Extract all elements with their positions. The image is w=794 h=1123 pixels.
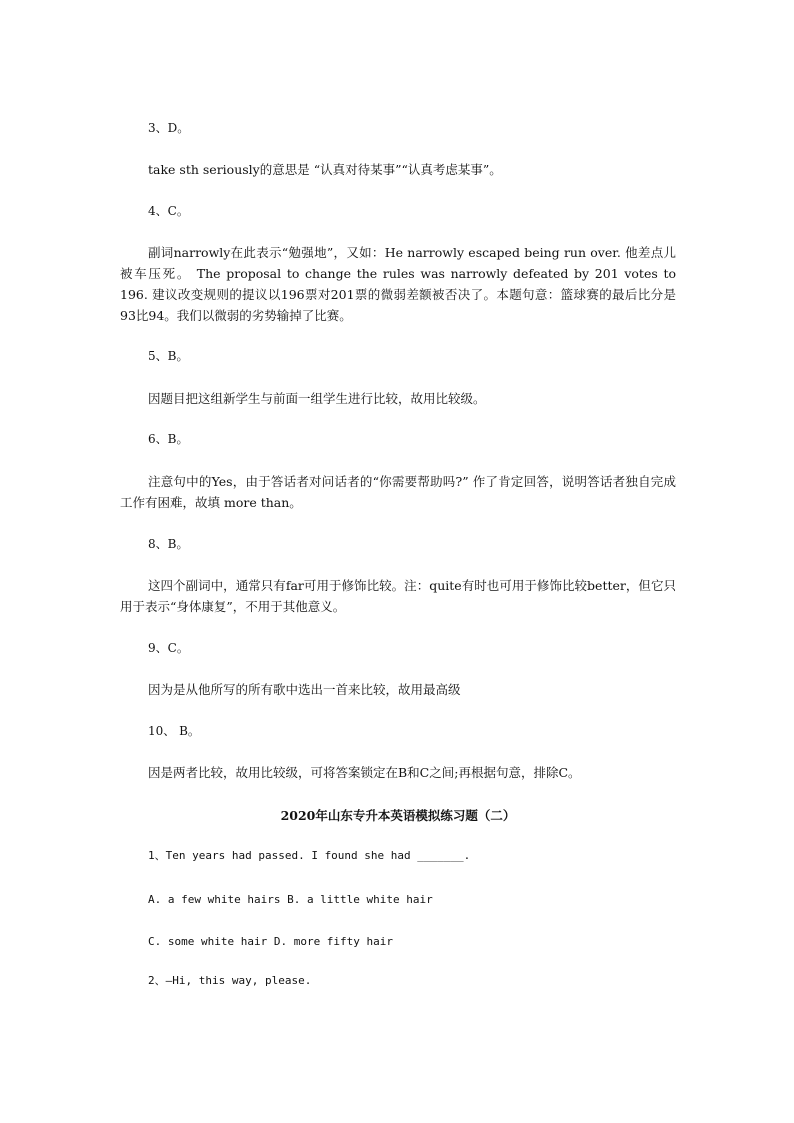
explanation-9: 因为是从他所写的所有歌中选出一首来比较，故用最高级 [148,682,461,697]
question-1-options-cd: C. some white hair D. more fifty hair [148,935,394,948]
section-title: 2020年山东专升本英语模拟练习题（二） [280,808,516,823]
explanation-4: 副词narrowly在此表示“勉强地”，又如：He narrowly escaped being run over. 他差点儿被车压死。 The proposal to change the rules was narrowly defeated by 201 votes to 196. 建议改变规则的提议以196票对201票的微弱差额被否决了。本题句意：篮球赛的最后比分是93比94。我们以微弱的劣势输掉了比赛。 [120,245,676,323]
explanation-8: 这四个副词中，通常只有far可用于修饰比较。注：quite有时也可用于修饰比较better，但它只用于表示“身体康复”，不用于其他意义。 [120,578,676,614]
answer-9: 9、C。 [148,641,189,655]
question-2: 2、—Hi, this way, please. [148,974,312,987]
explanation-5: 因题目把这组新学生与前面一组学生进行比较，故用比较级。 [148,391,486,406]
answer-10: 10、 B。 [148,724,200,738]
answer-8: 8、B。 [148,537,189,551]
explanation-3: take sth seriously的意思是 “认真对待某事”“认真考虑某事”。 [148,162,502,177]
answer-6: 6、B。 [148,432,189,446]
explanation-10: 因是两者比较，故用比较级，可将答案锁定在B和C之间;再根据句意，排除C。 [148,765,581,780]
question-1-options-ab: A. a few white hairs B. a little white hair [148,893,433,906]
answer-3: 3、D。 [148,121,190,135]
question-1: 1、Ten years had passed. I found she had _______. [148,849,471,862]
answer-4: 4、C。 [148,204,189,218]
answer-5: 5、B。 [148,349,189,363]
explanation-6: 注意句中的Yes，由于答话者对问话者的“你需要帮助吗?” 作了肯定回答，说明答话者独自完成工作有困难，故填 more than。 [120,474,676,510]
